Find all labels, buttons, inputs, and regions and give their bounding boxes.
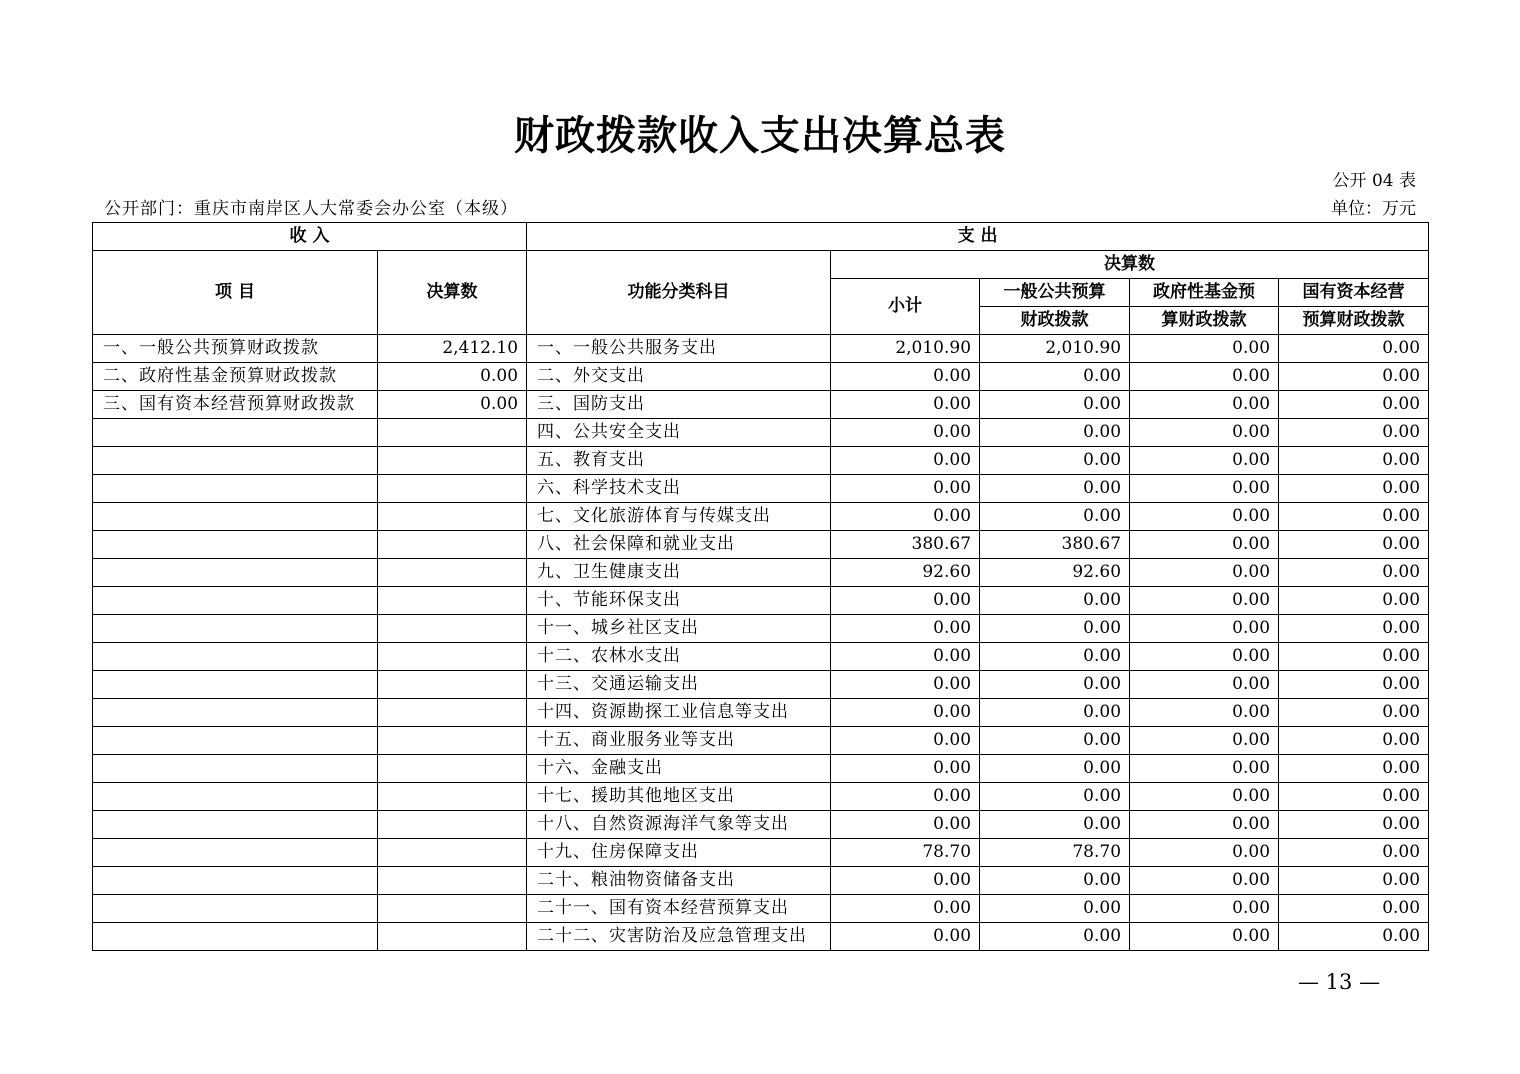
income-amount-cell <box>378 559 527 587</box>
table-row <box>93 419 1429 447</box>
state-capital-cell: 0.00 <box>1279 699 1429 727</box>
income-amount-cell <box>378 447 527 475</box>
income-amount-cell: 0.00 <box>378 391 527 419</box>
expense-item-cell: 七、文化旅游体育与传媒支出 <box>527 503 831 531</box>
general-budget-cell: 0.00 <box>980 643 1130 671</box>
gov-fund-cell: 0.00 <box>1130 531 1279 559</box>
general-budget-cell: 2,010.90 <box>980 335 1130 363</box>
general-budget-cell: 0.00 <box>980 363 1130 391</box>
general-budget-header-line1: 一般公共预算 <box>980 279 1130 307</box>
income-item-cell <box>93 503 378 531</box>
income-item-cell: 一、一般公共预算财政拨款 <box>93 335 378 363</box>
gov-fund-cell: 0.00 <box>1130 559 1279 587</box>
income-amount-cell <box>378 587 527 615</box>
gov-fund-header-line2: 算财政拨款 <box>1130 307 1279 335</box>
page-number: — 13 — <box>1298 970 1381 994</box>
subtotal-cell: 0.00 <box>831 643 980 671</box>
income-item-cell <box>93 783 378 811</box>
table-row <box>93 727 1429 755</box>
state-capital-cell: 0.00 <box>1279 475 1429 503</box>
table-number: 公开 04 表 <box>1332 171 1416 191</box>
table-row <box>93 811 1429 839</box>
subtotal-cell: 380.67 <box>831 531 980 559</box>
general-budget-cell: 92.60 <box>980 559 1130 587</box>
table-row <box>93 587 1429 615</box>
expense-item-cell: 九、卫生健康支出 <box>527 559 831 587</box>
income-item-cell <box>93 559 378 587</box>
expense-item-cell: 二十一、国有资本经营预算支出 <box>527 895 831 923</box>
general-budget-cell: 0.00 <box>980 391 1130 419</box>
income-amount-cell <box>378 783 527 811</box>
state-capital-header-line2: 预算财政拨款 <box>1279 307 1429 335</box>
income-amount-cell <box>378 419 527 447</box>
gov-fund-cell: 0.00 <box>1130 615 1279 643</box>
state-capital-cell: 0.00 <box>1279 503 1429 531</box>
gov-fund-cell: 0.00 <box>1130 335 1279 363</box>
expense-item-cell: 十三、交通运输支出 <box>527 671 831 699</box>
general-budget-cell: 0.00 <box>980 755 1130 783</box>
state-capital-header-line1: 国有资本经营 <box>1279 279 1429 307</box>
expense-item-cell: 十、节能环保支出 <box>527 587 831 615</box>
gov-fund-cell: 0.00 <box>1130 419 1279 447</box>
subtotal-cell: 0.00 <box>831 419 980 447</box>
income-item-cell <box>93 587 378 615</box>
subtotal-cell: 0.00 <box>831 755 980 783</box>
general-budget-cell: 0.00 <box>980 419 1130 447</box>
income-amount-cell: 2,412.10 <box>378 335 527 363</box>
table-row <box>93 923 1429 951</box>
expense-item-cell: 二十、粮油物资储备支出 <box>527 867 831 895</box>
subtotal-cell: 0.00 <box>831 671 980 699</box>
general-budget-cell: 0.00 <box>980 923 1130 951</box>
expense-item-cell: 十一、城乡社区支出 <box>527 615 831 643</box>
income-amount-cell <box>378 755 527 783</box>
subtotal-cell: 0.00 <box>831 923 980 951</box>
income-item-cell <box>93 811 378 839</box>
general-budget-header-line2: 财政拨款 <box>980 307 1130 335</box>
income-amount-cell <box>378 923 527 951</box>
state-capital-cell: 0.00 <box>1279 559 1429 587</box>
subtotal-cell: 0.00 <box>831 811 980 839</box>
gov-fund-cell: 0.00 <box>1130 811 1279 839</box>
income-item-cell <box>93 867 378 895</box>
subtotal-cell: 78.70 <box>831 839 980 867</box>
subtotal-cell: 0.00 <box>831 727 980 755</box>
table-row <box>93 867 1429 895</box>
state-capital-cell: 0.00 <box>1279 895 1429 923</box>
income-item-cell: 二、政府性基金预算财政拨款 <box>93 363 378 391</box>
state-capital-cell: 0.00 <box>1279 615 1429 643</box>
gov-fund-cell: 0.00 <box>1130 727 1279 755</box>
gov-fund-cell: 0.00 <box>1130 895 1279 923</box>
income-item-cell <box>93 615 378 643</box>
table-row <box>93 643 1429 671</box>
subtotal-cell: 0.00 <box>831 895 980 923</box>
function-category-header: 功能分类科目 <box>527 251 831 335</box>
general-budget-cell: 78.70 <box>980 839 1130 867</box>
income-item-cell <box>93 895 378 923</box>
gov-fund-cell: 0.00 <box>1130 699 1279 727</box>
income-item-cell <box>93 643 378 671</box>
subtotal-cell: 0.00 <box>831 475 980 503</box>
general-budget-cell: 0.00 <box>980 783 1130 811</box>
subtotal-cell: 0.00 <box>831 615 980 643</box>
income-amount-cell <box>378 811 527 839</box>
general-budget-cell: 0.00 <box>980 503 1130 531</box>
state-capital-cell: 0.00 <box>1279 419 1429 447</box>
gov-fund-cell: 0.00 <box>1130 867 1279 895</box>
general-budget-cell: 380.67 <box>980 531 1130 559</box>
page-title: 财政拨款收入支出决算总表 <box>514 112 1006 159</box>
table-row <box>93 671 1429 699</box>
expense-item-cell: 十八、自然资源海洋气象等支出 <box>527 811 831 839</box>
income-item-cell <box>93 699 378 727</box>
gov-fund-cell: 0.00 <box>1130 783 1279 811</box>
state-capital-cell: 0.00 <box>1279 335 1429 363</box>
general-budget-cell: 0.00 <box>980 895 1130 923</box>
expense-item-cell: 五、教育支出 <box>527 447 831 475</box>
table-row <box>93 783 1429 811</box>
general-budget-cell: 0.00 <box>980 447 1130 475</box>
expense-item-cell: 十二、农林水支出 <box>527 643 831 671</box>
expense-item-cell: 四、公共安全支出 <box>527 419 831 447</box>
state-capital-cell: 0.00 <box>1279 671 1429 699</box>
state-capital-cell: 0.00 <box>1279 867 1429 895</box>
expense-item-cell: 八、社会保障和就业支出 <box>527 531 831 559</box>
table-row <box>93 615 1429 643</box>
general-budget-cell: 0.00 <box>980 475 1130 503</box>
income-item-cell <box>93 447 378 475</box>
gov-fund-cell: 0.00 <box>1130 923 1279 951</box>
income-amount-cell <box>378 699 527 727</box>
header-row-1 <box>93 223 1429 251</box>
state-capital-cell: 0.00 <box>1279 531 1429 559</box>
state-capital-cell: 0.00 <box>1279 363 1429 391</box>
expense-item-cell: 二十二、灾害防治及应急管理支出 <box>527 923 831 951</box>
gov-fund-cell: 0.00 <box>1130 503 1279 531</box>
subtotal-cell: 92.60 <box>831 559 980 587</box>
budget-table <box>92 222 1429 951</box>
income-item-cell <box>93 419 378 447</box>
income-amount-cell <box>378 531 527 559</box>
income-item-cell <box>93 531 378 559</box>
expense-item-cell: 一、一般公共服务支出 <box>527 335 831 363</box>
state-capital-cell: 0.00 <box>1279 587 1429 615</box>
income-item-cell <box>93 839 378 867</box>
income-amount-cell <box>378 475 527 503</box>
gov-fund-cell: 0.00 <box>1130 475 1279 503</box>
income-amount-cell <box>378 727 527 755</box>
gov-fund-header-line1: 政府性基金预 <box>1130 279 1279 307</box>
table-row <box>93 363 1429 391</box>
state-capital-cell: 0.00 <box>1279 447 1429 475</box>
table-row <box>93 475 1429 503</box>
table-row <box>93 531 1429 559</box>
income-amount-cell: 0.00 <box>378 363 527 391</box>
expense-item-cell: 十七、援助其他地区支出 <box>527 783 831 811</box>
state-capital-cell: 0.00 <box>1279 923 1429 951</box>
subtotal-cell: 0.00 <box>831 363 980 391</box>
state-capital-cell: 0.00 <box>1279 391 1429 419</box>
income-amount-cell <box>378 671 527 699</box>
table-row <box>93 559 1429 587</box>
expense-item-cell: 六、科学技术支出 <box>527 475 831 503</box>
state-capital-cell: 0.00 <box>1279 783 1429 811</box>
department-label: 公开部门：重庆市南岸区人大常委会办公室（本级） <box>104 199 518 219</box>
state-capital-cell: 0.00 <box>1279 811 1429 839</box>
subtotal-cell: 0.00 <box>831 587 980 615</box>
subtotal-cell: 0.00 <box>831 447 980 475</box>
general-budget-cell: 0.00 <box>980 615 1130 643</box>
general-budget-cell: 0.00 <box>980 587 1130 615</box>
gov-fund-cell: 0.00 <box>1130 755 1279 783</box>
expense-item-cell: 十六、金融支出 <box>527 755 831 783</box>
subtotal-cell: 0.00 <box>831 503 980 531</box>
unit-label: 单位：万元 <box>1331 199 1416 219</box>
table-row <box>93 503 1429 531</box>
final-amount-group-header: 决算数 <box>831 251 1429 279</box>
expense-header: 支 出 <box>527 223 1429 251</box>
income-item-cell <box>93 727 378 755</box>
income-header: 收 入 <box>93 223 527 251</box>
income-item-cell <box>93 923 378 951</box>
table-row <box>93 335 1429 363</box>
gov-fund-cell: 0.00 <box>1130 671 1279 699</box>
income-item-cell <box>93 755 378 783</box>
subtotal-cell: 0.00 <box>831 699 980 727</box>
subtotal-cell: 0.00 <box>831 867 980 895</box>
gov-fund-cell: 0.00 <box>1130 391 1279 419</box>
state-capital-cell: 0.00 <box>1279 727 1429 755</box>
table-row <box>93 755 1429 783</box>
final-amount-header: 决算数 <box>378 251 527 335</box>
gov-fund-cell: 0.00 <box>1130 363 1279 391</box>
state-capital-cell: 0.00 <box>1279 839 1429 867</box>
gov-fund-cell: 0.00 <box>1130 643 1279 671</box>
income-amount-cell <box>378 867 527 895</box>
table-row <box>93 699 1429 727</box>
general-budget-cell: 0.00 <box>980 867 1130 895</box>
state-capital-cell: 0.00 <box>1279 755 1429 783</box>
income-amount-cell <box>378 895 527 923</box>
gov-fund-cell: 0.00 <box>1130 839 1279 867</box>
table-row <box>93 391 1429 419</box>
gov-fund-cell: 0.00 <box>1130 447 1279 475</box>
expense-item-cell: 十四、资源勘探工业信息等支出 <box>527 699 831 727</box>
general-budget-cell: 0.00 <box>980 811 1130 839</box>
table-row <box>93 839 1429 867</box>
general-budget-cell: 0.00 <box>980 671 1130 699</box>
general-budget-cell: 0.00 <box>980 727 1130 755</box>
table-row <box>93 447 1429 475</box>
state-capital-cell: 0.00 <box>1279 643 1429 671</box>
income-item-cell: 三、国有资本经营预算财政拨款 <box>93 391 378 419</box>
expense-item-cell: 二、外交支出 <box>527 363 831 391</box>
income-amount-cell <box>378 503 527 531</box>
subtotal-cell: 2,010.90 <box>831 335 980 363</box>
expense-item-cell: 三、国防支出 <box>527 391 831 419</box>
header-row-2 <box>93 251 1429 279</box>
general-budget-cell: 0.00 <box>980 699 1130 727</box>
subtotal-cell: 0.00 <box>831 391 980 419</box>
income-amount-cell <box>378 839 527 867</box>
item-header: 项 目 <box>93 251 378 335</box>
subtotal-cell: 0.00 <box>831 783 980 811</box>
income-amount-cell <box>378 643 527 671</box>
expense-item-cell: 十九、住房保障支出 <box>527 839 831 867</box>
subtotal-header: 小计 <box>831 279 980 335</box>
expense-item-cell: 十五、商业服务业等支出 <box>527 727 831 755</box>
gov-fund-cell: 0.00 <box>1130 587 1279 615</box>
income-item-cell <box>93 671 378 699</box>
income-item-cell <box>93 475 378 503</box>
income-amount-cell <box>378 615 527 643</box>
table-row <box>93 895 1429 923</box>
